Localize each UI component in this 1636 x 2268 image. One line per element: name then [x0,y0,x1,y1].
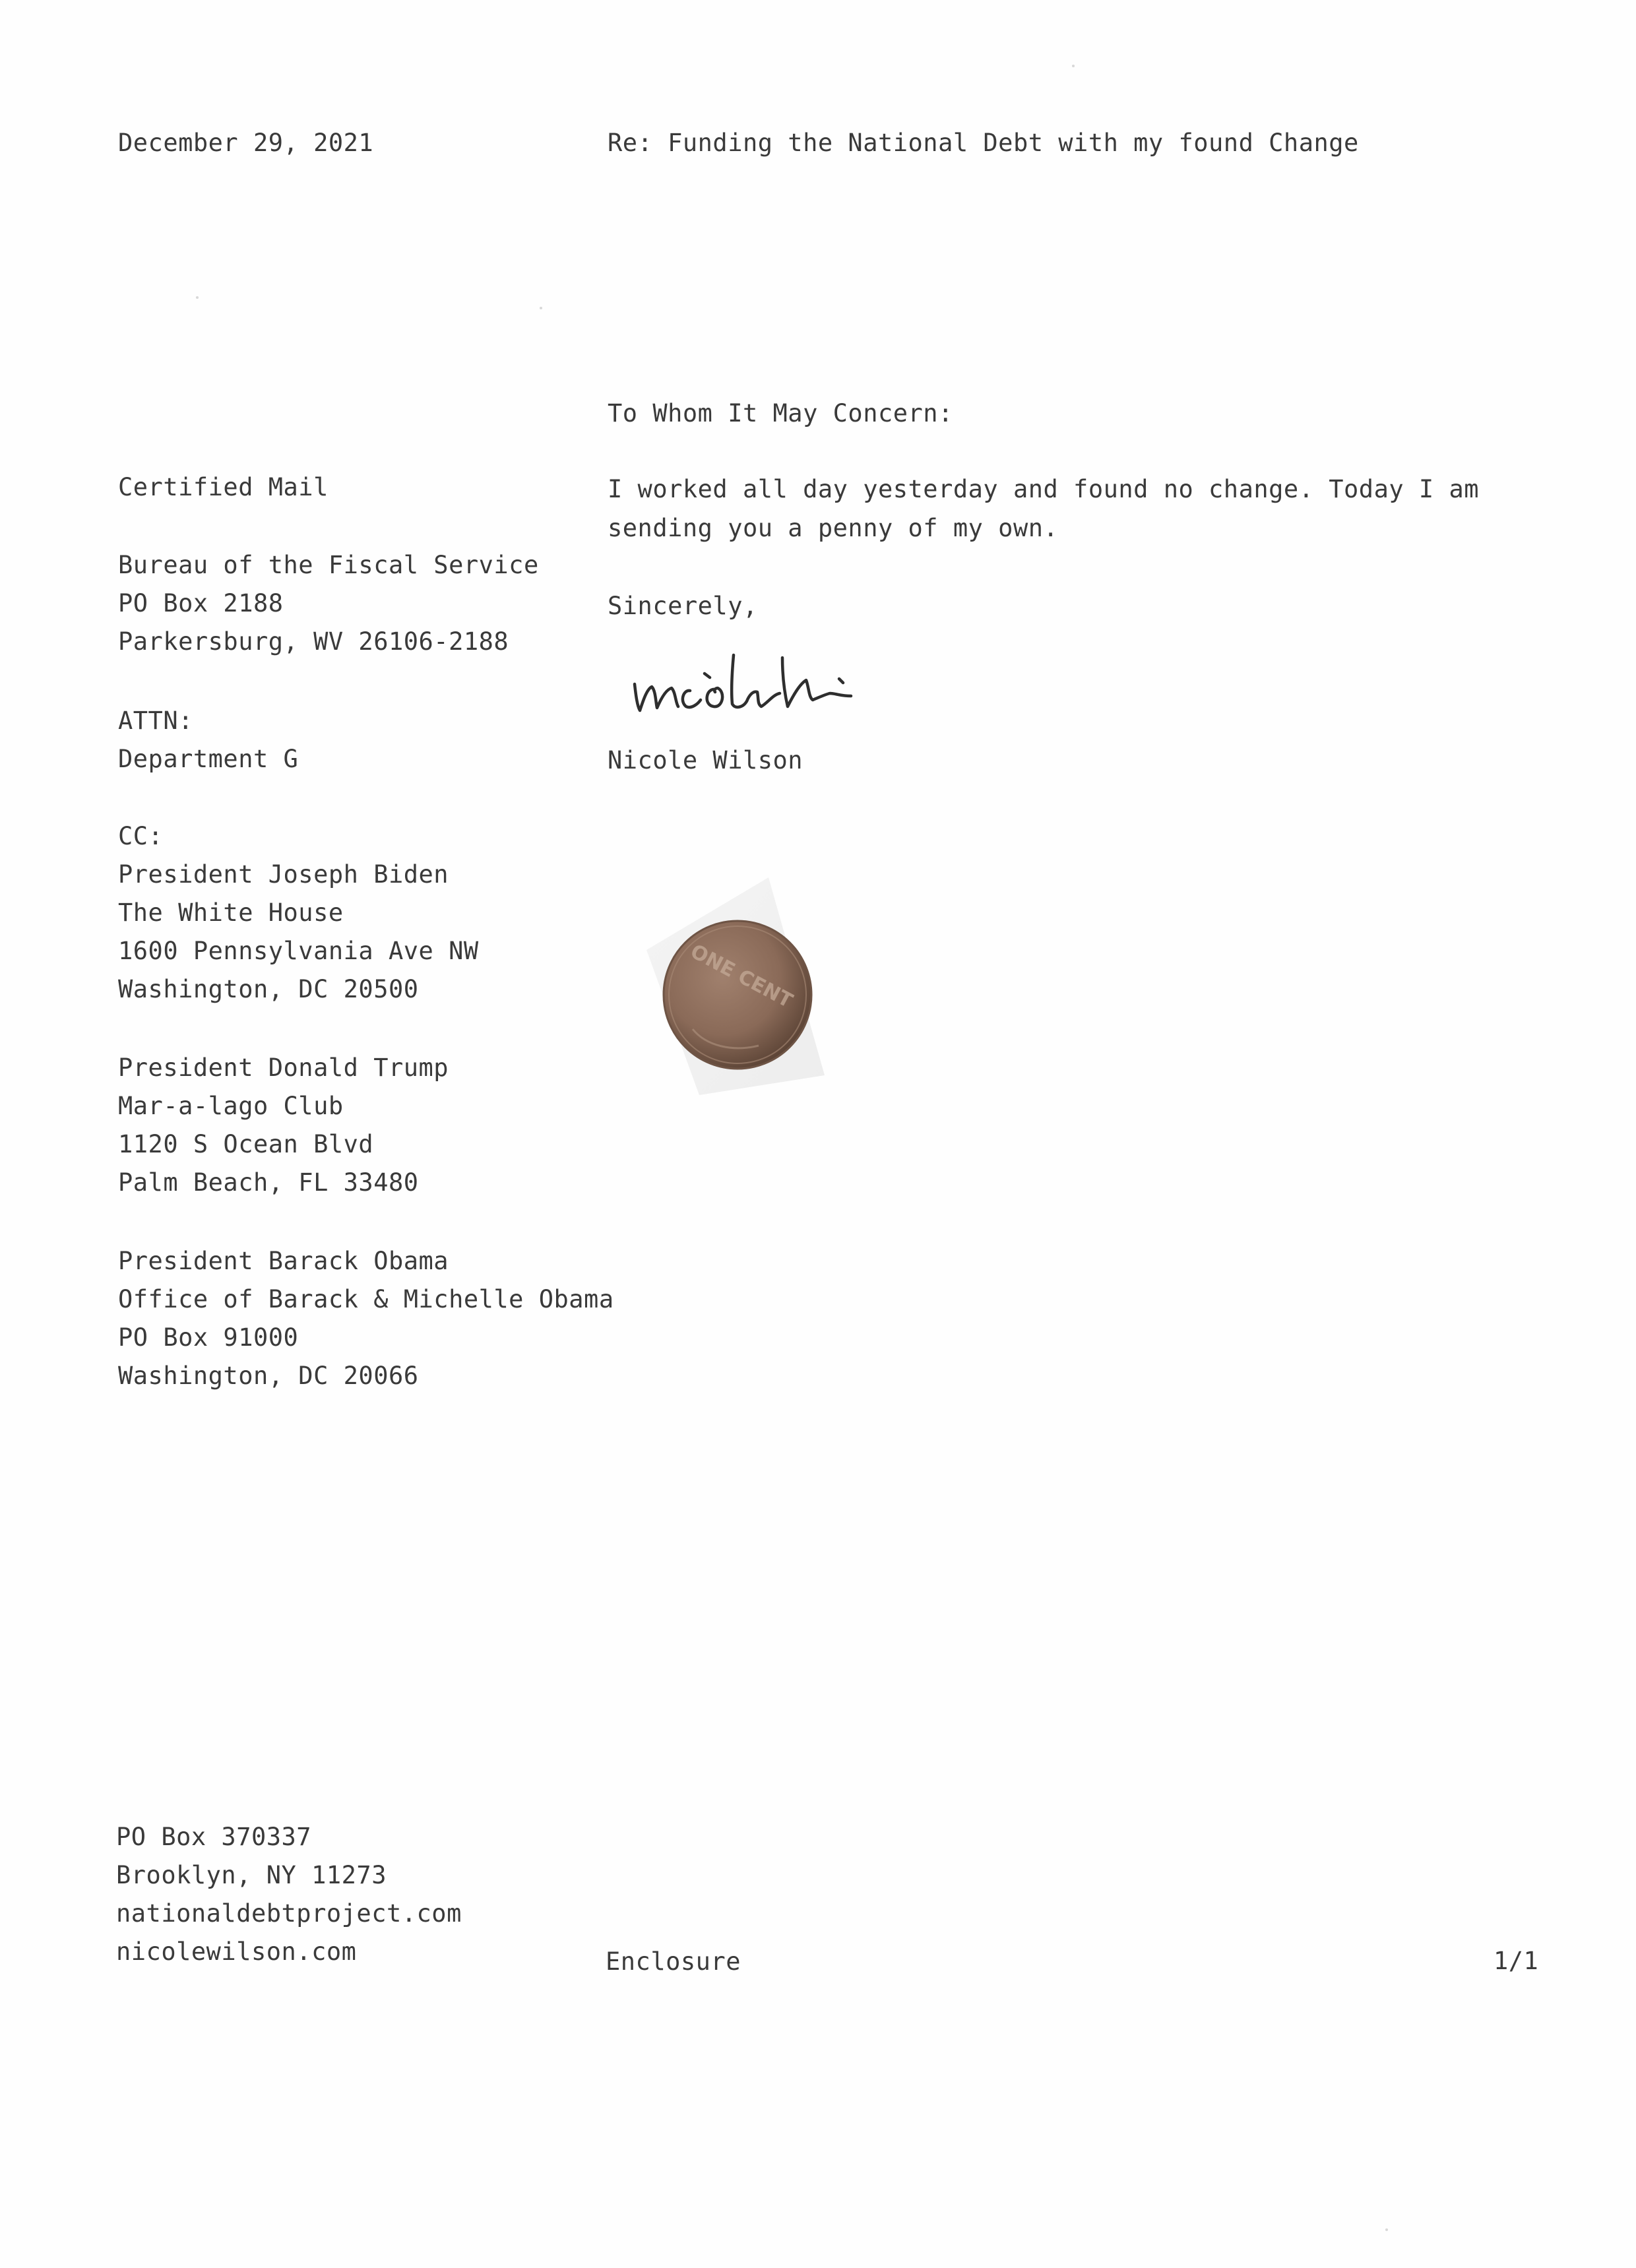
address-line: The White House [118,898,344,927]
attention-block [118,702,298,778]
salutation: To Whom It May Concern: [608,399,953,427]
recipient-address [118,546,539,661]
delivery-method: Certified Mail [118,473,329,501]
address-line: Bureau of the Fiscal Service [118,551,539,579]
address-line: Brooklyn, NY 11273 [116,1861,387,1889]
handwritten-signature [627,643,957,722]
website-link[interactable]: nationaldebtproject.com [116,1899,462,1928]
closing: Sincerely, [608,592,758,620]
scan-speck [1072,65,1075,67]
address-line: PO Box 91000 [118,1323,299,1352]
cc-address-obama [118,1242,614,1395]
address-line: PO Box 2188 [118,589,284,617]
address-line: Mar-a-lago Club [118,1092,344,1120]
letter-date: December 29, 2021 [118,129,374,157]
address-line: President Joseph Biden [118,860,449,889]
letter-body: I worked all day yesterday and found no change. Today I am sending you a penny of my own. [608,475,1480,542]
scan-speck [196,296,199,299]
signer-name: Nicole Wilson [608,746,803,774]
cc-label: CC: [118,822,164,850]
page-number: 1/1 [1494,1947,1539,1975]
coin-inscription-one: ONE CENT [686,939,796,1013]
attn-department: Department G [118,745,299,773]
address-line: Palm Beach, FL 33480 [118,1168,419,1197]
sender-address [116,1818,462,1971]
website-link[interactable]: nicolewilson.com [116,1937,357,1966]
address-line: PO Box 370337 [116,1823,312,1851]
scan-speck [1385,2228,1388,2231]
address-line: Washington, DC 20500 [118,975,419,1003]
address-line: Office of Barack & Michelle Obama [118,1285,614,1313]
address-line: 1120 S Ocean Blvd [118,1130,374,1158]
attn-label: ATTN: [118,707,193,735]
address-line: Washington, DC 20066 [118,1362,419,1390]
letter-subject: Re: Funding the National Debt with my found Change [608,129,1359,157]
address-line: President Donald Trump [118,1054,449,1082]
address-line: 1600 Pennsylvania Ave NW [118,937,479,965]
address-line: President Barack Obama [118,1247,449,1275]
enclosure-label: Enclosure [606,1947,741,1976]
cc-address-trump [118,1049,449,1202]
penny-enclosure-image [633,877,844,1102]
address-line: Parkersburg, WV 26106-2188 [118,627,509,656]
cc-address-biden [118,856,479,1009]
scan-speck [540,307,542,309]
